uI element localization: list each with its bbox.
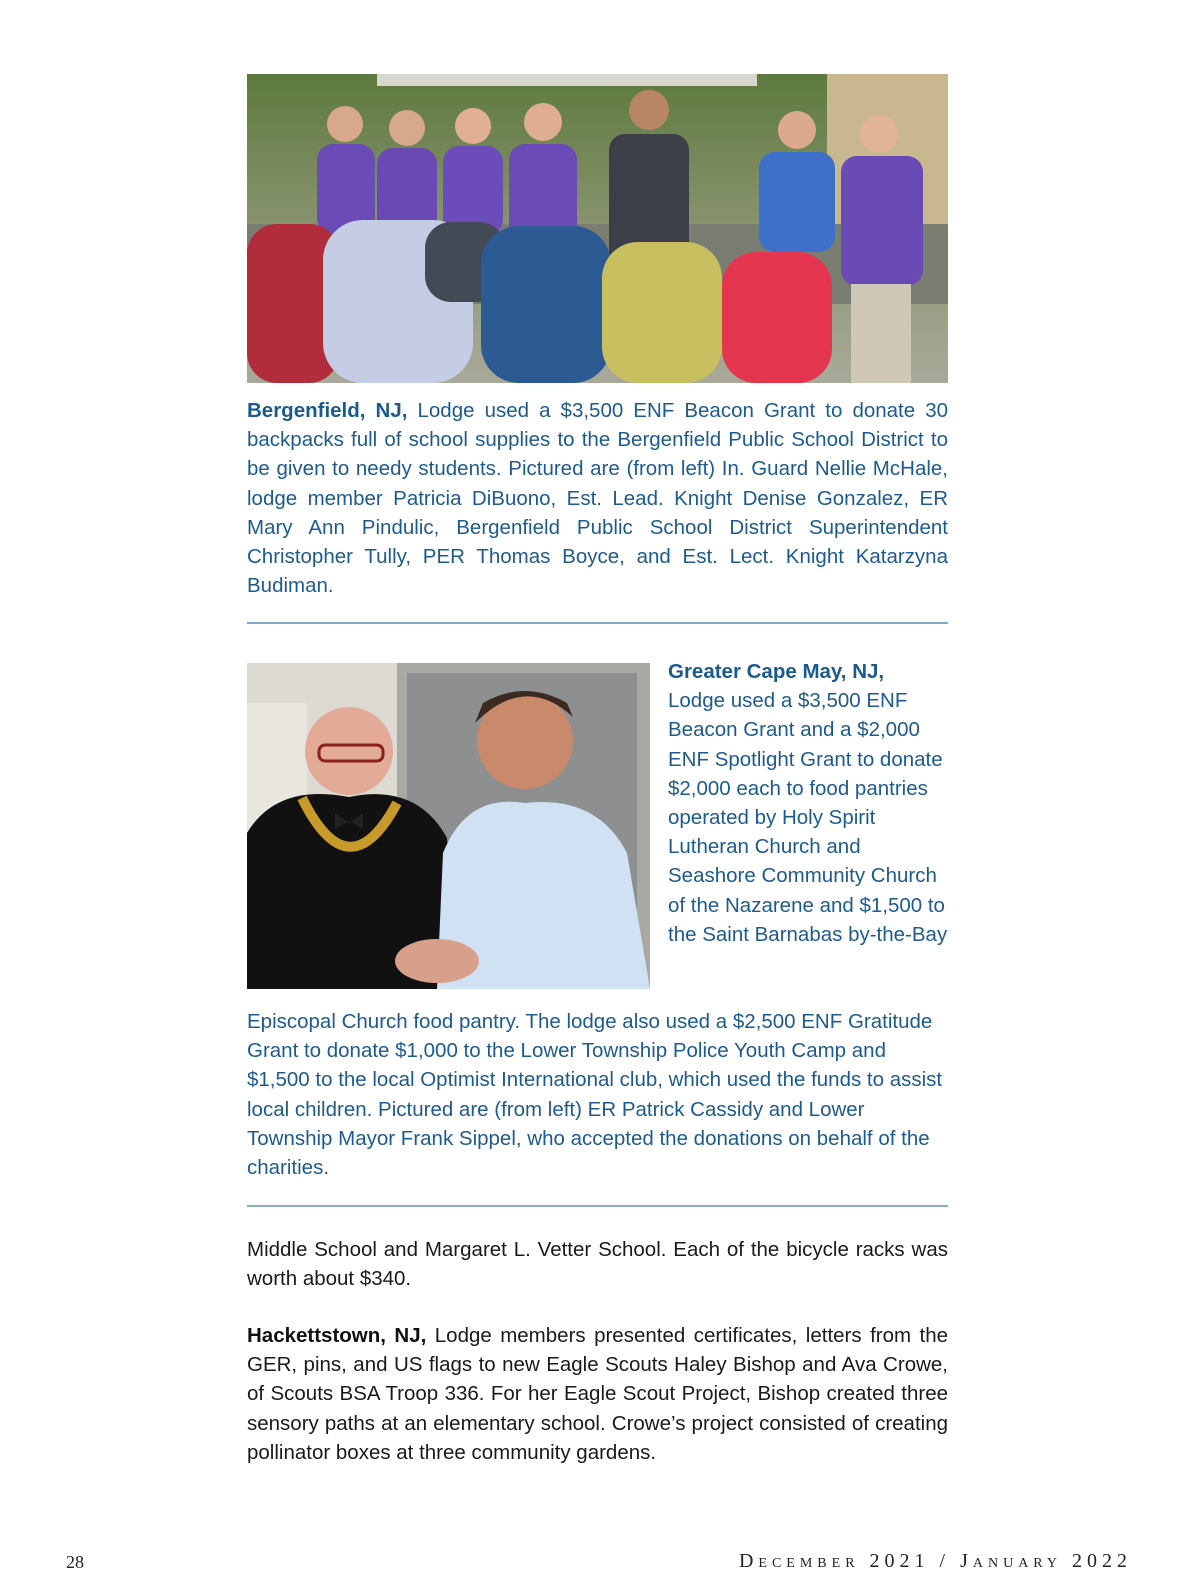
photo-bergenfield-backpacks: [247, 74, 948, 383]
page-number: 28: [66, 1552, 84, 1572]
caption-cape-may-wrapped: [668, 657, 948, 949]
photo-bergenfield-illustration: [247, 74, 948, 383]
caption-bergenfield-lead: Bergenfield, NJ,: [247, 399, 408, 422]
photo-cape-may-handshake: [247, 663, 650, 989]
section-divider: [247, 622, 948, 624]
article-hackettstown: [247, 1321, 948, 1467]
caption-bergenfield: [247, 396, 948, 600]
issue-date: December 2021 / January 2022: [738, 1550, 1132, 1572]
article-hackettstown-lead: Hackettstown, NJ,: [247, 1324, 427, 1347]
article-hackettstown-body: Lodge members presented certificates, letters from the GER, pins, and US flags to new Eagle Scouts Haley Bishop and Ava Crowe, of Scouts BSA Troop 336. For her Eagle Scout Project, Bishop created three sensory paths at an elementary school. Crowe’s project consisted of creating pollinator boxes at three community gardens.: [247, 1324, 949, 1464]
caption-cape-may-continued: Episcopal Church food pantry. The lodge also used a $2,500 ENF Gratitude Grant to donate $1,000 to the Lower Township Police Youth Camp and $1,500 to the local Optimist International club, which used the funds to assist local children. Pictured are (from left) ER Patrick Cassidy and Lower Township Mayor Frank Sippel, who accepted the donations on behalf of the charities.: [247, 1010, 943, 1180]
photo-cape-may-illustration: [247, 663, 650, 989]
caption-bergenfield-body: Lodge used a $3,500 ENF Beacon Grant to donate 30 backpacks full of school supplies to the Bergenfield Public School District to be given to needy students. Pictured are (from left) In. Guard Nellie McHale, lodge member Patricia DiBuono, Est. Lead. Knight Denise Gonzalez, ER Mary Ann Pindulic, Bergenfield Public School District Superintendent Christopher Tully, PER Thomas Boyce, and Est. Lect. Knight Katarzyna Budiman.: [247, 399, 949, 598]
section-divider-2: [247, 1205, 948, 1207]
article-continued-text: Middle School and Margaret L. Vetter School. Each of the bicycle racks was worth about $340.: [247, 1238, 948, 1291]
caption-cape-may-lead: Greater Cape May, NJ,: [668, 660, 885, 683]
caption-cape-may-body-wrapped: Lodge used a $3,500 ENF Beacon Grant and a $2,000 ENF Spotlight Grant to donate $2,000 each to food pantries operated by Holy Spirit Lutheran Church and Seashore Community Church of the Nazarene and $1,500 to the Saint Barnabas by-the-Bay: [668, 689, 948, 946]
